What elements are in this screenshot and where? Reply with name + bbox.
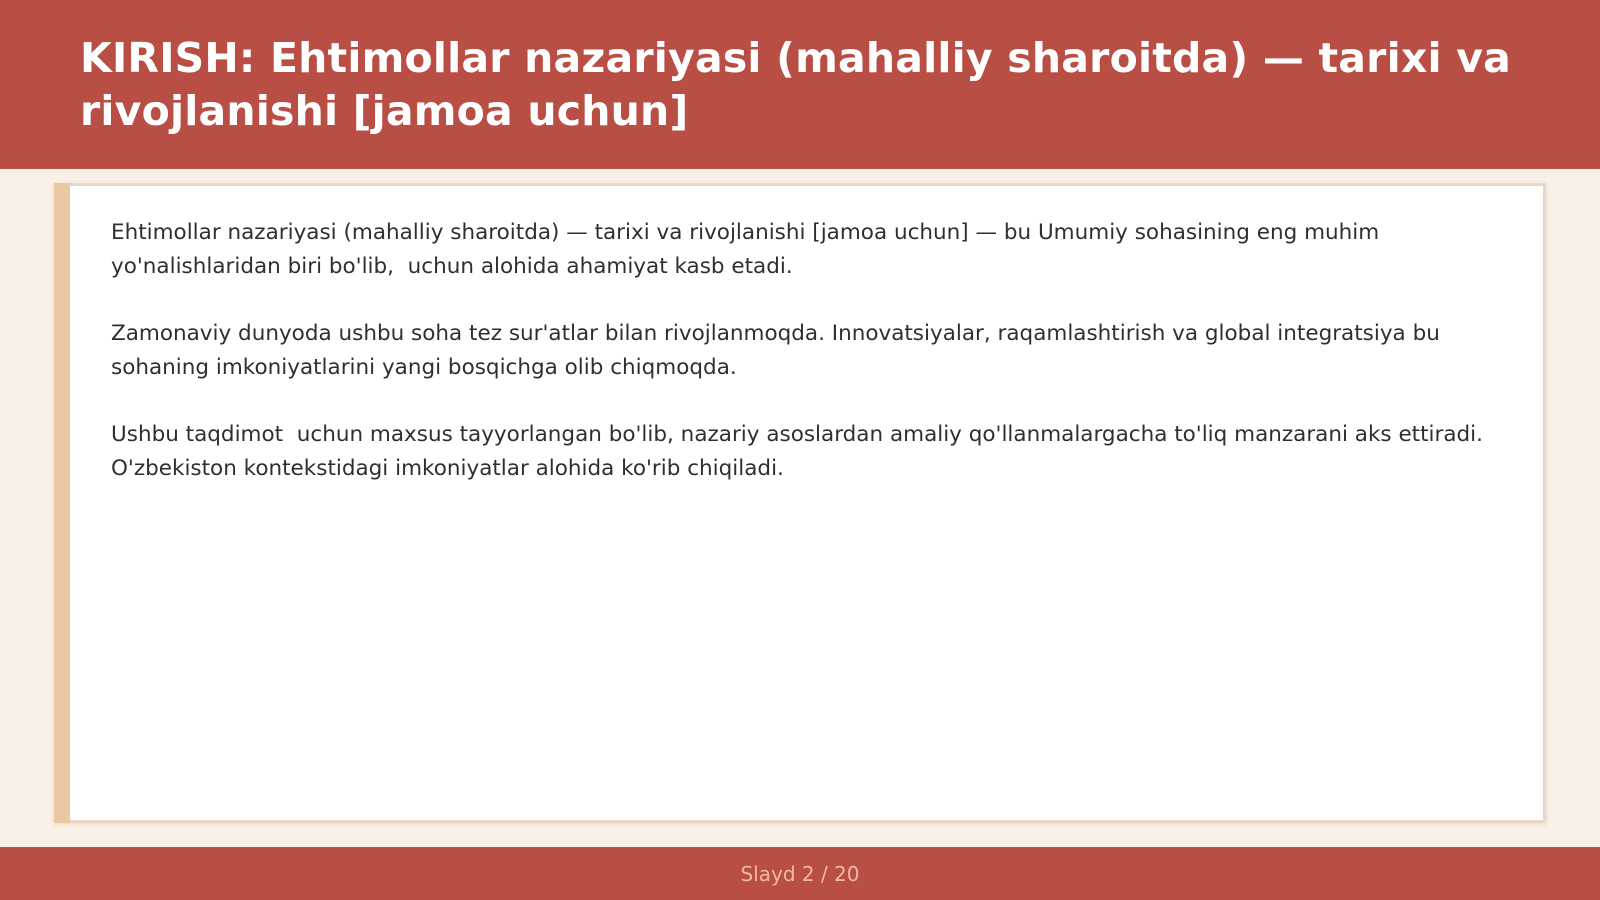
slide-header: [0, 0, 1600, 169]
content-card: [54, 183, 1546, 823]
slide-title: KIRISH: Ehtimollar nazariyasi (mahalliy sharoitda) — tarixi va rivojlanishi [jamoa uchun]: [80, 34, 1512, 135]
content-body: [111, 216, 1501, 519]
slide-footer: [0, 847, 1600, 900]
paragraph-modern-world: Zamonaviy dunyoda ushbu soha tez sur'atlar bilan rivojlanmoqda. Innovatsiyalar, raqamlashtirish va global integratsiya bu sohaning imkoniyatlarini yangi bosqichga olib chiqmoqda.: [111, 321, 1447, 380]
slide-number: Slayd 2 / 20: [740, 861, 860, 886]
card-accent-bar: [54, 183, 70, 823]
paragraph-presentation-purpose: Ushbu taqdimot uchun maxsus tayyorlangan bo'lib, nazariy asoslardan amaliy qo'llanmalargacha to'liq manzarani aks ettiradi. O'zbekiston kontekstidagi imkoniyatlar alohida ko'rib chiqiladi.: [111, 422, 1490, 481]
paragraph-intro: Ehtimollar nazariyasi (mahalliy sharoitda) — tarixi va rivojlanishi [jamoa uchun] — bu Umumiy sohasining eng muhim yo'nalishlaridan biri bo'lib, uchun alohida ahamiyat kasb etadi.: [111, 220, 1387, 279]
